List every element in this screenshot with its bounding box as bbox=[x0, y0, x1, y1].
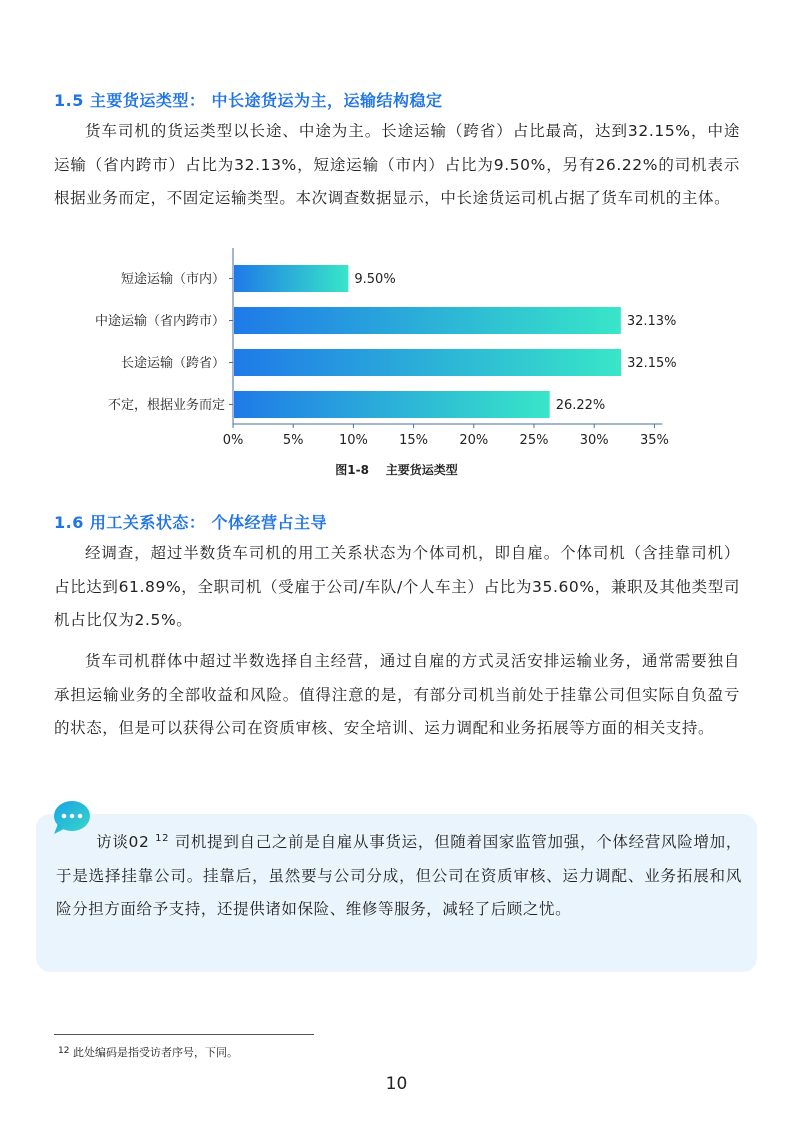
section-1-6-paragraph-1: 经调查，超过半数货车司机的用工关系状态为个体司机，即自雇。个体司机（含挂靠司机）占比达到61.89%，全职司机（受雇于公司/车队/个人车主）占比为35.60%，兼职及其他类型司机占比仅为2.5%。 bbox=[54, 544, 740, 629]
x-tick-label: 0% bbox=[222, 433, 244, 448]
footnote-divider bbox=[54, 1034, 314, 1035]
page-number: 10 bbox=[385, 1074, 408, 1094]
category-label: 长途运输（跨省） bbox=[120, 356, 225, 371]
value-label: 9.50% bbox=[354, 272, 396, 287]
freight-type-bar-chart bbox=[40, 240, 740, 455]
value-label: 32.15% bbox=[627, 356, 677, 371]
bar bbox=[234, 391, 550, 418]
section-heading-1-5: 1.5 主要货运类型： 中长途货运为主，运输结构稳定 bbox=[54, 91, 443, 110]
section-heading-1-6: 1.6 用工关系状态： 个体经营占主导 bbox=[54, 513, 327, 532]
x-tick-label: 15% bbox=[399, 433, 429, 448]
x-tick-label: 25% bbox=[519, 433, 549, 448]
bar bbox=[234, 265, 348, 292]
x-tick-label: 20% bbox=[459, 433, 489, 448]
interview-text bbox=[56, 826, 742, 927]
value-label: 26.22% bbox=[555, 398, 606, 413]
footnote-ref[interactable]: 12 bbox=[155, 833, 170, 844]
bar bbox=[234, 307, 621, 334]
x-tick-label: 35% bbox=[639, 433, 669, 448]
x-tick-label: 10% bbox=[338, 433, 368, 448]
category-label: 中途运输（省内跨市） bbox=[94, 314, 225, 329]
x-tick-label: 5% bbox=[282, 433, 304, 448]
value-label: 32.13% bbox=[626, 314, 677, 329]
interview-body: 司机提到自己之前是自雇从事货运，但随着国家监管加强，个体经营风险增加，于是选择挂靠公司。挂靠后，虽然要与公司分成，但公司在资质审核、运力调配、业务拓展和风险分担方面给予支持，还提供诸如保险、维修等服务，减轻了后顾之忧。 bbox=[56, 833, 742, 918]
interview-label: 访谈02 bbox=[96, 833, 150, 851]
bar bbox=[234, 349, 621, 376]
section-1-6-paragraph-2: 货车司机群体中超过半数选择自主经营，通过自雇的方式灵活安排运输业务，通常需要独自承担运输业务的全部收益和风险。值得注意的是，有部分司机当前处于挂靠公司但实际自负盈亏的状态，但是可以获得公司在资质审核、安全培训、运力调配和业务拓展等方面的相关支持。 bbox=[54, 652, 740, 737]
category-label: 短途运输（市内） bbox=[120, 272, 225, 287]
category-label: 不定，根据业务而定 bbox=[107, 398, 225, 413]
footnote-number: 12 bbox=[58, 1046, 70, 1056]
footnote bbox=[58, 1044, 238, 1060]
section-1-5-paragraph: 货车司机的货运类型以长途、中途为主。长途运输（跨省）占比最高，达到32.15%，中途运输（省内跨市）占比为32.13%，短途运输（市内）占比为9.50%，另有26.22%的司机表示根据业务而定，不固定运输类型。本次调查数据显示，中长途货运司机占据了货车司机的主体。 bbox=[54, 122, 740, 207]
footnote-text: 此处编码是指受访者序号，下同。 bbox=[72, 1046, 238, 1059]
x-tick-label: 30% bbox=[579, 433, 609, 448]
figure-caption: 图1-8 主要货运类型 bbox=[335, 463, 458, 477]
